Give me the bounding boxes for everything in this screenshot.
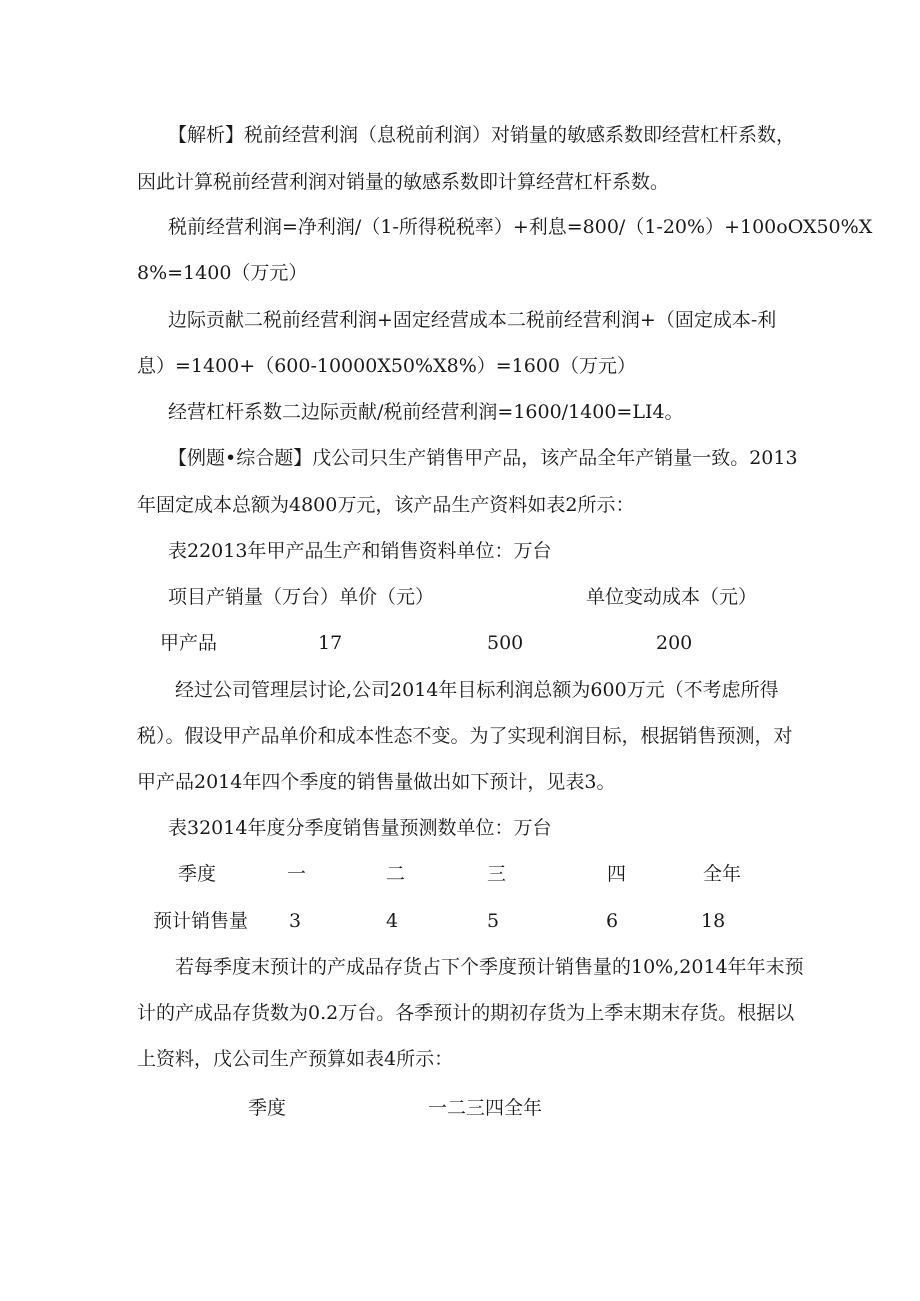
paragraph-line: 经过公司管理层讨论,公司2014年目标利润总额为600万元（不考虑所得 — [175, 679, 779, 701]
table-caption: 表22013年甲产品生产和销售资料单位：万台 — [168, 540, 552, 562]
table3-cell: 4 — [386, 910, 399, 932]
paragraph-line: 因此计算税前经营利润对销量的敏感系数即计算经营杠杆系数。 — [137, 171, 670, 193]
formula-line: 息）=1400+（600-10000X50%X8%）=1600（万元） — [137, 355, 637, 377]
formula-line: 8%=1400（万元） — [137, 262, 308, 284]
table3-header: 二 — [386, 863, 406, 885]
table3-header: 全年 — [703, 863, 742, 885]
formula-line: 边际贡献二税前经营利润+固定经营成本二税前经营利润+（固定成本-利 — [168, 309, 777, 331]
table2-cell: 200 — [656, 632, 693, 654]
table2-header: 项目产销量（万台）单价（元） — [168, 586, 435, 608]
table3-cell: 3 — [289, 910, 302, 932]
paragraph-line: 税）。假设甲产品单价和成本性态不变。为了实现利润目标，根据销售预测，对 — [137, 725, 793, 747]
table3-header: 三 — [487, 863, 507, 885]
table3-header: 一 — [287, 863, 307, 885]
table2-header: 单位变动成本（元） — [586, 586, 758, 608]
table3-header: 季度 — [178, 863, 217, 885]
paragraph-line: 【例题•综合题】戊公司只生产销售甲产品，该产品全年产销量一致。2013 — [168, 447, 798, 469]
table3-cell: 5 — [487, 910, 500, 932]
paragraph-line: 上资料，戊公司生产预算如表4所示： — [137, 1048, 454, 1070]
formula-line: 税前经营利润=净利润/（1-所得税税率）+利息=800/（1-20%）+100oOX50%X — [168, 216, 873, 238]
table3-cell: 6 — [606, 910, 619, 932]
table4-header: 季度 — [248, 1097, 287, 1119]
paragraph-line: 甲产品2014年四个季度的销售量做出如下预计，见表3。 — [137, 771, 616, 793]
table2-cell: 500 — [487, 632, 524, 654]
table-caption: 表32014年度分季度销售量预测数单位：万台 — [168, 817, 552, 839]
paragraph-line: 年固定成本总额为4800万元，该产品生产资料如表2所示： — [137, 494, 635, 516]
table3-cell: 预计销售量 — [153, 910, 249, 932]
table2-cell: 甲产品 — [160, 632, 218, 654]
paragraph-line: 计的产成品存货数为0.2万台。各季预计的期初存货为上季末期末存货。根据以 — [137, 1002, 795, 1024]
table3-cell: 18 — [701, 910, 726, 932]
table3-header: 四 — [607, 863, 627, 885]
table4-header: 一二三四全年 — [428, 1097, 543, 1119]
paragraph-line: 若每季度末预计的产成品存货占下个季度预计销售量的10%,2014年年末预 — [175, 956, 804, 978]
paragraph-line: 【解析】税前经营利润（息税前利润）对销量的敏感系数即经营杠杆系数， — [168, 124, 796, 146]
formula-line: 经营杠杆系数二边际贡献/税前经营利润=1600/1400=LI4。 — [168, 401, 684, 423]
table2-cell: 17 — [318, 632, 343, 654]
